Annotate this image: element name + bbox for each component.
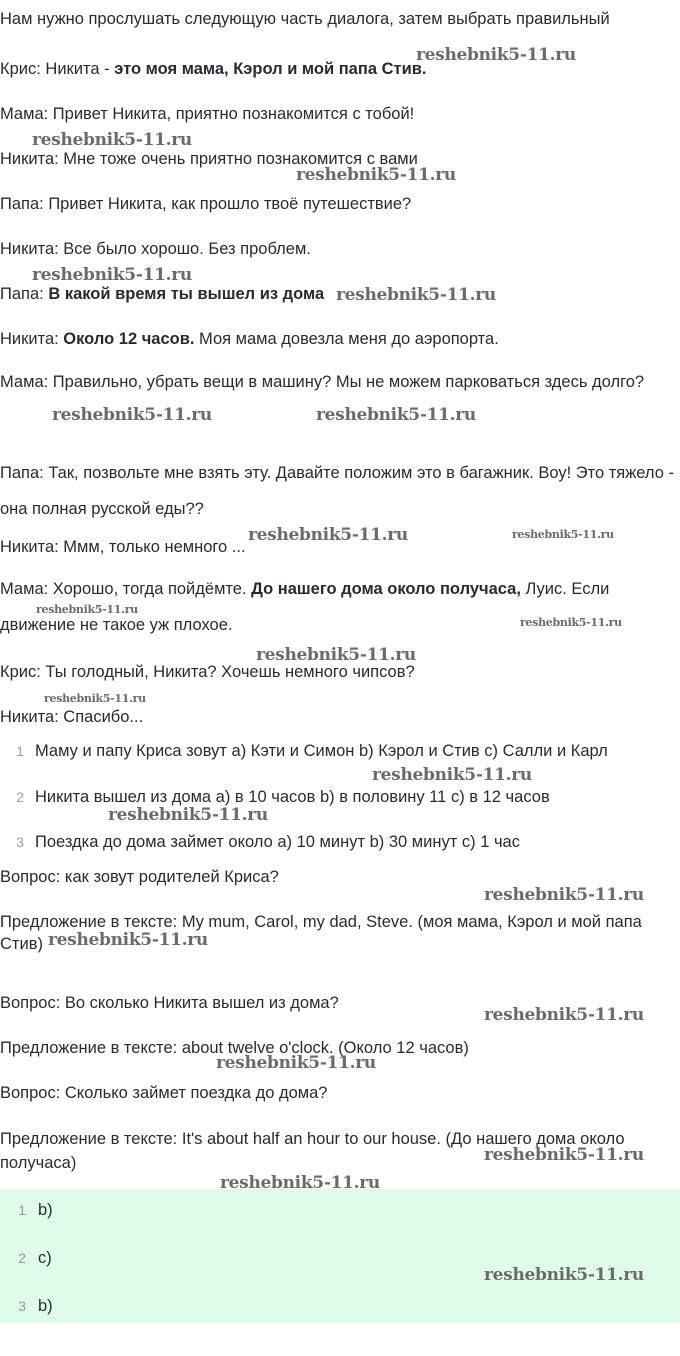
line-text: Правильно, убрать вещи в машину? Мы не можем парковаться здесь долго?: [48, 373, 645, 391]
question-text: Маму и папу Криса зовут a) Кэти и Симон b) Кэрол и Стив c) Салли и Карл: [35, 742, 608, 760]
speaker-label: Никита:: [0, 150, 59, 168]
intro-text: Нам нужно прослушать следующую часть диалога, затем выбрать правильный: [0, 10, 610, 28]
speaker-label: Крис:: [0, 663, 41, 681]
line-bold-text: Около 12 часов.: [63, 330, 195, 348]
watermark: reshebnik5-11.ru: [484, 1145, 644, 1165]
watermark: reshebnik5-11.ru: [32, 265, 192, 285]
speaker-label: Папа:: [0, 195, 44, 213]
answer-number: 2: [18, 1250, 26, 1266]
explanation-sentence: Предложение в тексте: about twelve o'clock. (Около 12 часов): [0, 1039, 469, 1057]
watermark: reshebnik5-11.ru: [296, 165, 456, 185]
explanation-question: Вопрос: как зовут родителей Криса?: [0, 868, 279, 886]
list-item: [0, 740, 608, 762]
watermark: reshebnik5-11.ru: [484, 885, 644, 905]
line-text: Привет Никита, как прошло твоё путешествие?: [43, 195, 412, 213]
line-bold-text: До нашего дома около получаса,: [251, 580, 521, 598]
speaker-label: Мама:: [0, 580, 49, 598]
explanation-sentence: Предложение в тексте: It's about half an hour to our house. (До нашего дома около получаса): [0, 1130, 625, 1172]
explanation-question: Вопрос: Сколько займет поездка до дома?: [0, 1084, 328, 1102]
answer-block: [0, 1189, 680, 1323]
answer-item: [0, 1247, 52, 1269]
speaker-label: Мама:: [0, 373, 49, 391]
line-text: Привет Никита, приятно познакомится с тобой!: [48, 105, 415, 123]
speaker-label: Папа:: [0, 464, 44, 482]
watermark: reshebnik5-11.ru: [256, 645, 416, 665]
explanation-sentence: Предложение в тексте: My mum, Carol, my dad, Steve. (моя мама, Кэрол и мой папа Стив): [0, 913, 642, 953]
watermark: reshebnik5-11.ru: [248, 525, 408, 545]
watermark: reshebnik5-11.ru: [52, 405, 212, 425]
answer-number: 1: [18, 1202, 26, 1218]
dialogue-line: [0, 364, 676, 400]
watermark: reshebnik5-11.ru: [484, 1005, 644, 1025]
line-text-end: Моя мама довезла меня до аэропорта.: [194, 330, 499, 348]
answer-item: [0, 1199, 53, 1221]
line-text: Хорошо, тогда пойдёмте.: [48, 580, 252, 598]
line-text-end: Луис. Если движение не такое уж плохое.: [0, 580, 610, 634]
speaker-label: Папа:: [0, 285, 44, 303]
line-text: Ммм, только немного ...: [58, 538, 246, 556]
watermark: reshebnik5-11.ru: [336, 285, 496, 305]
dialogue-line: [0, 328, 676, 350]
dialogue-line: [0, 455, 676, 527]
line-text: Мне тоже очень приятно познакомится с вами: [58, 150, 418, 168]
watermark: reshebnik5-11.ru: [32, 130, 192, 150]
answer-text: c): [38, 1249, 52, 1267]
watermark: reshebnik5-11.ru: [220, 1173, 380, 1193]
line-text: Ты голодный, Никита? Хочешь немного чипсов?: [40, 663, 415, 681]
answer-item: [0, 1295, 53, 1317]
watermark: reshebnik5-11.ru: [216, 1053, 376, 1073]
line-bold-text: В какой время ты вышел из дома: [48, 285, 325, 303]
question-text: Никита вышел из дома a) в 10 часов b) в половину 11 c) в 12 часов: [35, 788, 550, 806]
watermark: reshebnik5-11.ru: [316, 405, 476, 425]
line-bold-text: это моя мама, Кэрол и мой папа Стив.: [114, 60, 427, 78]
watermark: reshebnik5-11.ru: [36, 603, 138, 616]
watermark: reshebnik5-11.ru: [108, 805, 268, 825]
speaker-label: Мама:: [0, 105, 49, 123]
speaker-label: Никита:: [0, 538, 59, 556]
line-text: Никита -: [40, 60, 115, 78]
watermark: reshebnik5-11.ru: [416, 45, 576, 65]
answer-text: b): [38, 1201, 53, 1219]
speaker-label: Никита:: [0, 708, 59, 726]
dialogue-line: [0, 193, 676, 215]
question-text: Поездка до дома займет около a) 10 минут b) 30 минут c) 1 час: [35, 833, 520, 851]
speaker-label: Никита:: [0, 240, 59, 258]
answer-text: b): [38, 1297, 53, 1315]
watermark: reshebnik5-11.ru: [48, 930, 208, 950]
answer-number: 3: [18, 1298, 26, 1314]
watermark: reshebnik5-11.ru: [512, 528, 614, 541]
watermark: reshebnik5-11.ru: [44, 692, 146, 705]
speaker-label: Крис:: [0, 60, 41, 78]
line-text: Спасибо...: [58, 708, 144, 726]
speaker-label: Никита:: [0, 330, 59, 348]
watermark: reshebnik5-11.ru: [520, 616, 622, 629]
dialogue-line: [0, 238, 676, 260]
list-number: 3: [16, 834, 24, 850]
watermark: reshebnik5-11.ru: [484, 1265, 644, 1285]
line-text: Так, позвольте мне взять эту. Давайте положим это в багажник. Воу! Это тяжело - она полная русской еды??: [0, 464, 674, 518]
explanation-question: Вопрос: Во сколько Никита вышел из дома?: [0, 994, 339, 1012]
line-text: Все было хорошо. Без проблем.: [58, 240, 311, 258]
list-number: 1: [16, 743, 24, 759]
watermark: reshebnik5-11.ru: [372, 765, 532, 785]
list-number: 2: [16, 789, 24, 805]
list-item: [0, 831, 520, 853]
list-item: [0, 786, 550, 808]
dialogue-line: [0, 103, 676, 125]
